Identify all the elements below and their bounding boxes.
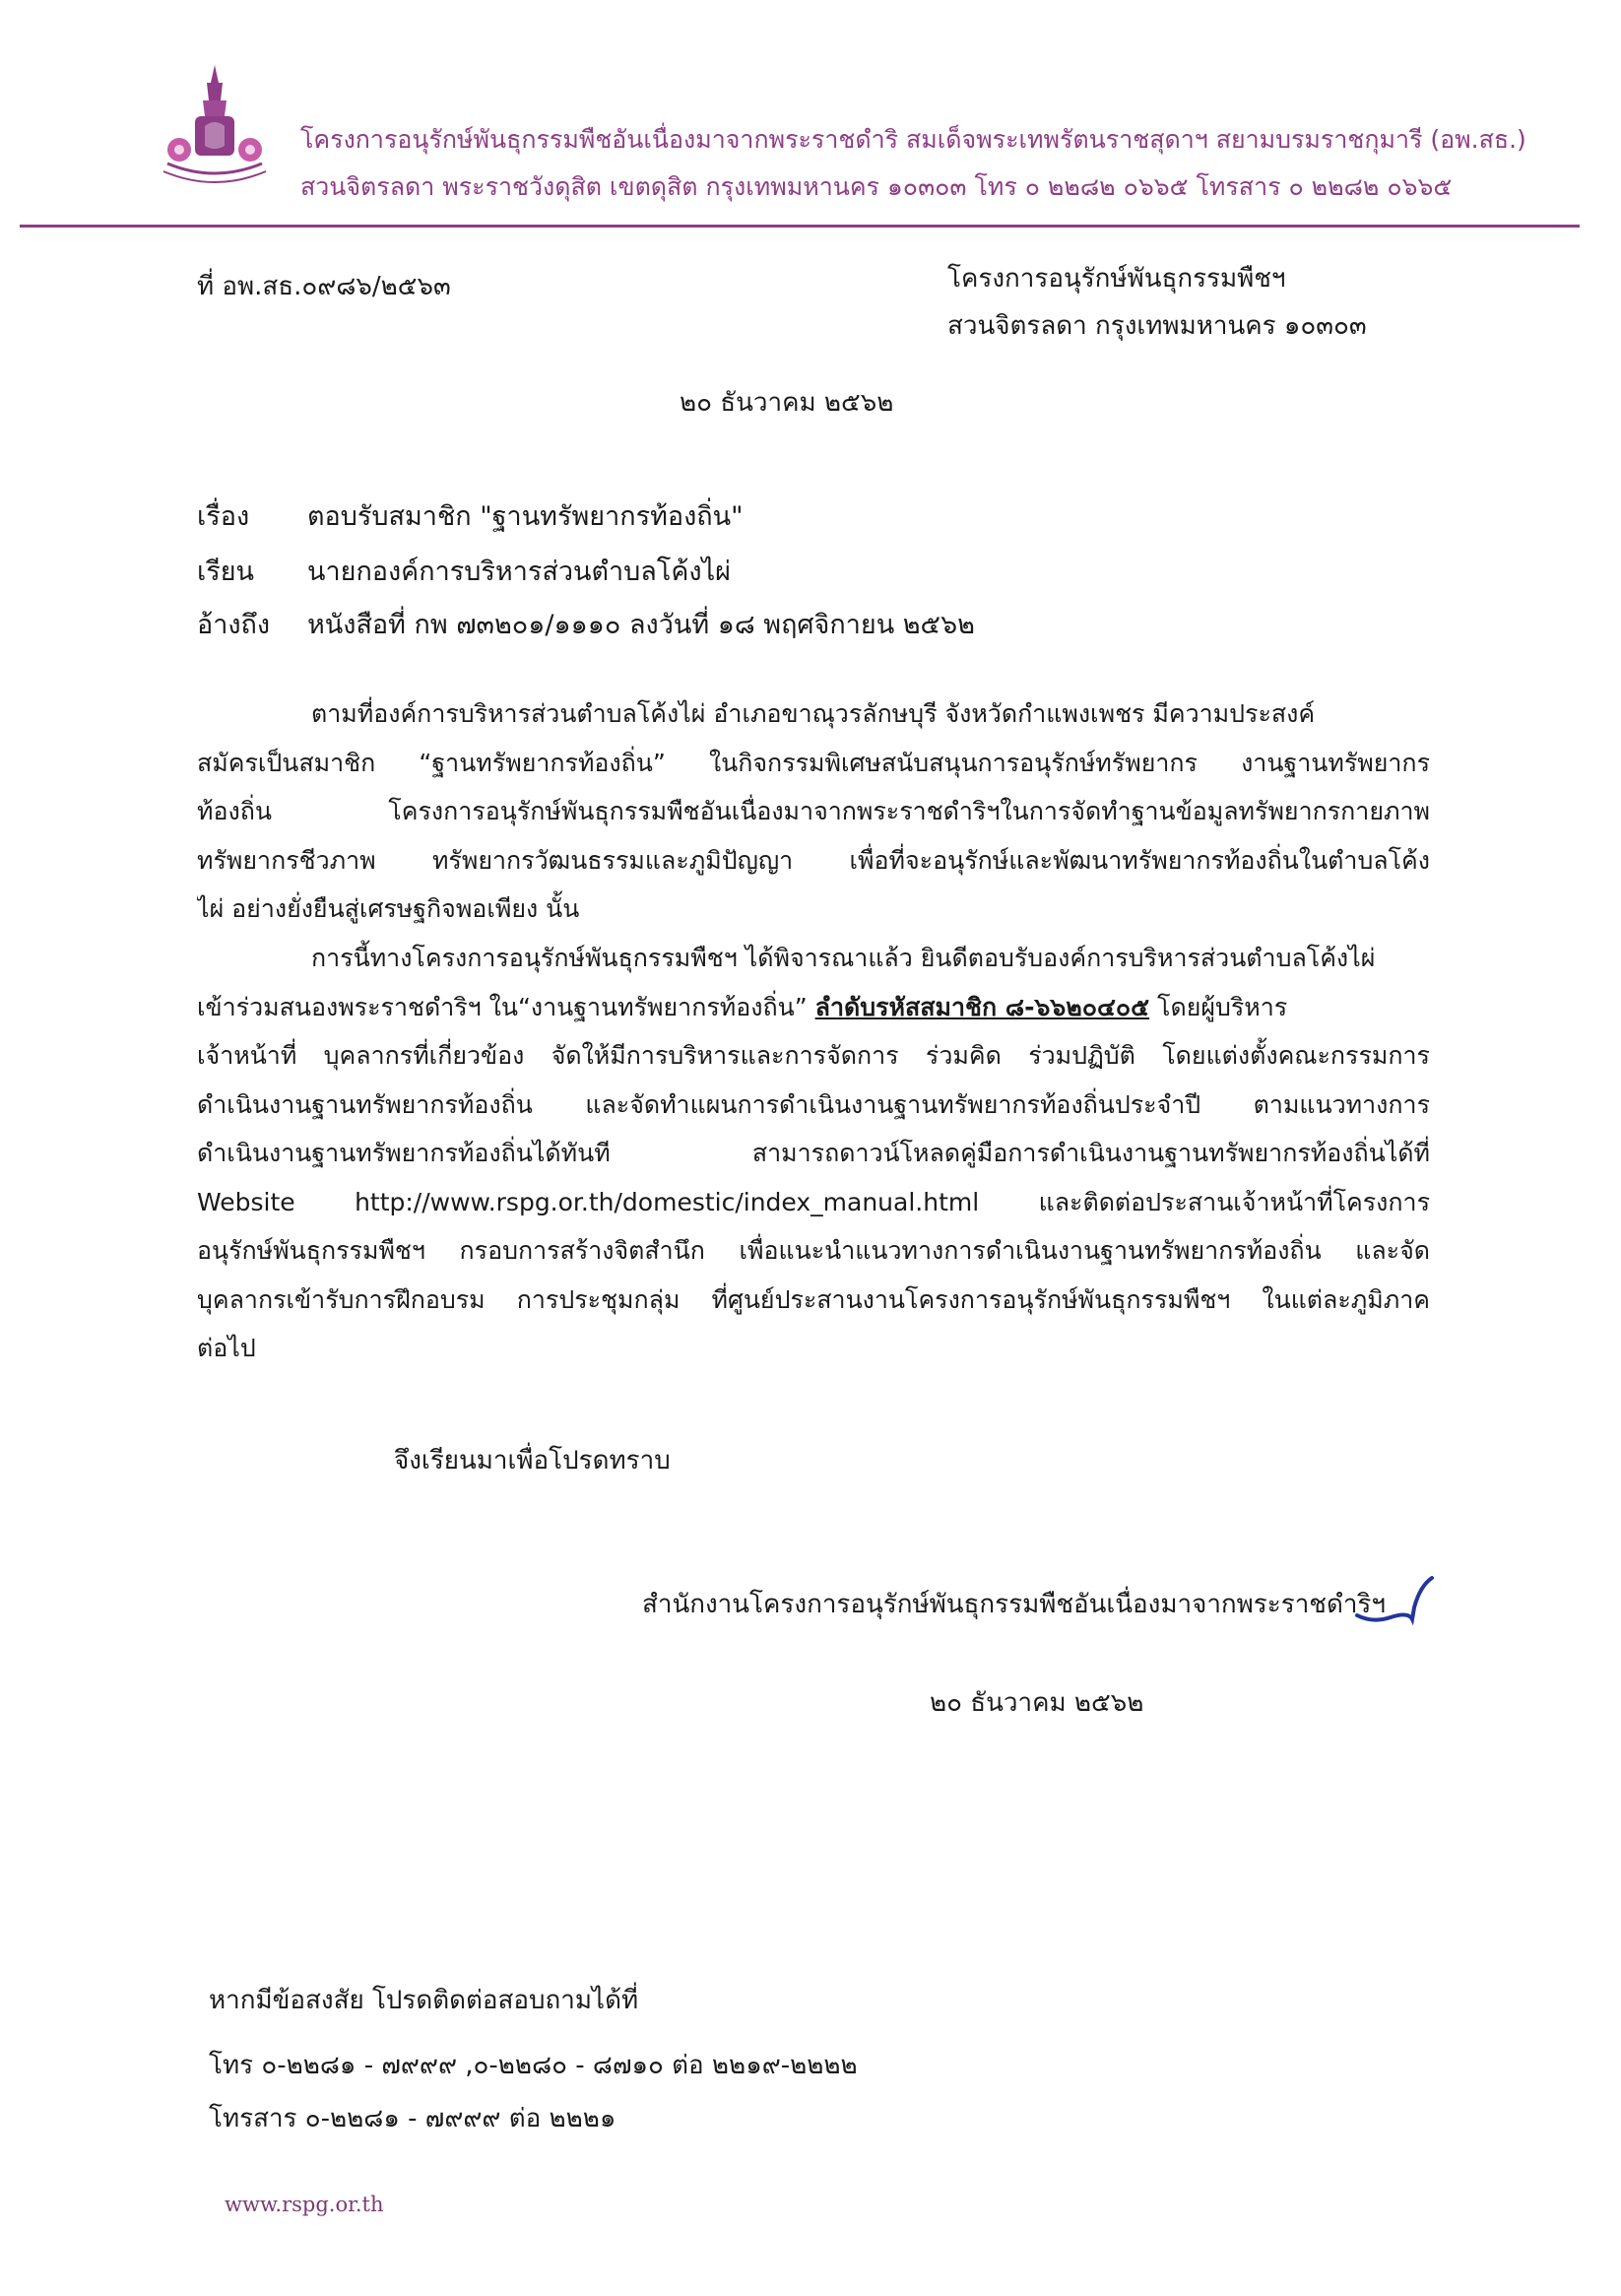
signature-org: สำนักงานโครงการอนุรักษ์พันธุกรรมพืชอันเนื่องมาจากพระราชดำริฯ — [642, 1590, 1386, 1619]
contact-phone: โทร ๐-๒๒๘๑ - ๗๙๙๙ ,๐-๒๒๘๐ - ๘๗๑๐ ต่อ ๒๒๑๙-๒๒๒๒ — [209, 2051, 858, 2080]
subject-text: ตอบรับสมาชิก "ฐานทรัพยากรท้องถิ่น" — [307, 501, 744, 532]
paragraph-text: โดยผู้บริหาร — [1157, 992, 1288, 1021]
paragraph-line: เจ้าหน้าที่ บุคลากรที่เกี่ยวข้อง จัดให้มีการบริหารและการจัดการ ร่วมคิด ร่วมปฏิบัติ โดยแต่งตั้งคณะกรรมการ — [197, 1041, 1430, 1070]
letter-date: ๒๐ ธันวาคม ๒๕๖๒ — [680, 388, 894, 418]
header-org-line: โครงการอนุรักษ์พันธุกรรมพืชอันเนื่องมาจากพระราชดำริ สมเด็จพระเทพรัตนราชสุดาฯ สยามบรมราชกุมารี (อพ.สธ.) — [300, 125, 1526, 154]
body-paragraph-2 — [197, 934, 1430, 1373]
body-paragraph-1 — [197, 689, 1430, 934]
paragraph-line: ตามที่องค์การบริหารส่วนตำบลโค้งไผ่ อำเภอขาณุวรลักษบุรี จังหวัดกำแพงเพชร มีความประสงค์ — [311, 699, 1316, 728]
paragraph-line: บุคลากรเข้ารับการฝึกอบรม การประชุมกลุ่ม ที่ศูนย์ประสานงานโครงการอนุรักษ์พันธุกรรมพืชฯ ในแต่ละภูมิภาค — [197, 1284, 1430, 1314]
to-label: เรียน — [197, 557, 255, 587]
header-divider — [20, 225, 1580, 228]
paragraph-line: ท้องถิ่น โครงการอนุรักษ์พันธุกรรมพืชอันเนื่องมาจากพระราชดำริฯในการจัดทำฐานข้อมูลทรัพยากรกายภาพ — [197, 797, 1430, 825]
sender-address: สวนจิตรลดา กรุงเทพมหานคร ๑๐๓๐๓ — [947, 311, 1367, 341]
paragraph-line: ดำเนินงานฐานทรัพยากรท้องถิ่น และจัดทำแผนการดำเนินงานฐานทรัพยากรท้องถิ่นประจำปี ตามแนวทางการ — [197, 1089, 1430, 1119]
signature-date: ๒๐ ธันวาคม ๒๕๖๒ — [930, 1688, 1144, 1718]
paragraph-text: เข้าร่วมสนองพระราชดำริฯ ใน“งานฐานทรัพยากรท้องถิ่น” — [197, 992, 808, 1021]
paragraph-line: ต่อไป — [197, 1334, 256, 1362]
contact-fax: โทรสาร ๐-๒๒๘๑ - ๗๙๙๙ ต่อ ๒๒๒๑ — [209, 2104, 616, 2133]
signature-mark-icon — [1351, 1572, 1440, 1631]
paragraph-line: อนุรักษ์พันธุกรรมพืชฯ กรอบการสร้างจิตสำนึก เพื่อแนะนำแนวทางการดำเนินงานฐานทรัพยากรท้องถิ่น และจัด — [197, 1236, 1430, 1265]
to-text: นายกองค์การบริหารส่วนตำบลโค้งไผ่ — [307, 557, 731, 587]
member-code: ลำดับรหัสสมาชิก ๘-๖๖๒๐๔๐๕ — [814, 992, 1150, 1021]
sender-org: โครงการอนุรักษ์พันธุกรรมพืชฯ — [947, 264, 1286, 294]
paragraph-line: ไผ่ อย่างยั่งยืนสู่เศรษฐกิจพอเพียง นั้น — [197, 894, 580, 923]
website-line[interactable]: Website http://www.rspg.or.th/domestic/index_manual.html และติดต่อประสานเจ้าหน้าที่โครงการ — [197, 1187, 1430, 1216]
reference-number: ที่ อพ.สธ.๐๙๘๖/๒๕๖๓ — [197, 272, 451, 301]
reference-label: อ้างถึง — [197, 610, 271, 640]
reference-text: หนังสือที่ กพ ๗๓๒๐๑/๑๑๑๐ ลงวันที่ ๑๘ พฤศจิกายน ๒๕๖๒ — [307, 610, 975, 640]
footer-website-link[interactable]: www.rspg.or.th — [225, 2193, 384, 2216]
paragraph-line: การนี้ทางโครงการอนุรักษ์พันธุกรรมพืชฯ ได้พิจารณาแล้ว ยินดีตอบรับองค์การบริหารส่วนตำบลโค้งไผ่ — [311, 944, 1376, 972]
contact-intro: หากมีข้อสงสัย โปรดติดต่อสอบถามได้ที่ — [209, 1986, 639, 2015]
header-address-line: สวนจิตรลดา พระราชวังดุสิต เขตดุสิต กรุงเทพมหานคร ๑๐๓๐๓ โทร ๐ ๒๒๘๒ ๐๖๖๕ โทรสาร ๐ ๒๒๘๒ ๐๖๖๕ — [300, 172, 1453, 201]
paragraph-line: ดำเนินงานฐานทรัพยากรท้องถิ่นได้ทันที สามารถดาวน์โหลดคู่มือการดำเนินงานฐานทรัพยากรท้องถิ่นได้ที่ — [197, 1139, 1430, 1167]
closing-text: จึงเรียนมาเพื่อโปรดทราบ — [394, 1446, 671, 1476]
subject-label: เรื่อง — [197, 501, 250, 532]
royal-crest-icon — [150, 61, 280, 191]
paragraph-line: สมัครเป็นสมาชิก “ฐานทรัพยากรท้องถิ่น” ในกิจกรรมพิเศษสนับสนุนการอนุรักษ์ทรัพยากร งานฐานทรัพยากร — [197, 748, 1430, 777]
paragraph-line — [197, 983, 1430, 1032]
paragraph-line: ทรัพยากรชีวภาพ ทรัพยากรวัฒนธรรมและภูมิปัญญา เพื่อที่จะอนุรักษ์และพัฒนาทรัพยากรท้องถิ่นในตำบลโค้ง — [197, 845, 1430, 875]
